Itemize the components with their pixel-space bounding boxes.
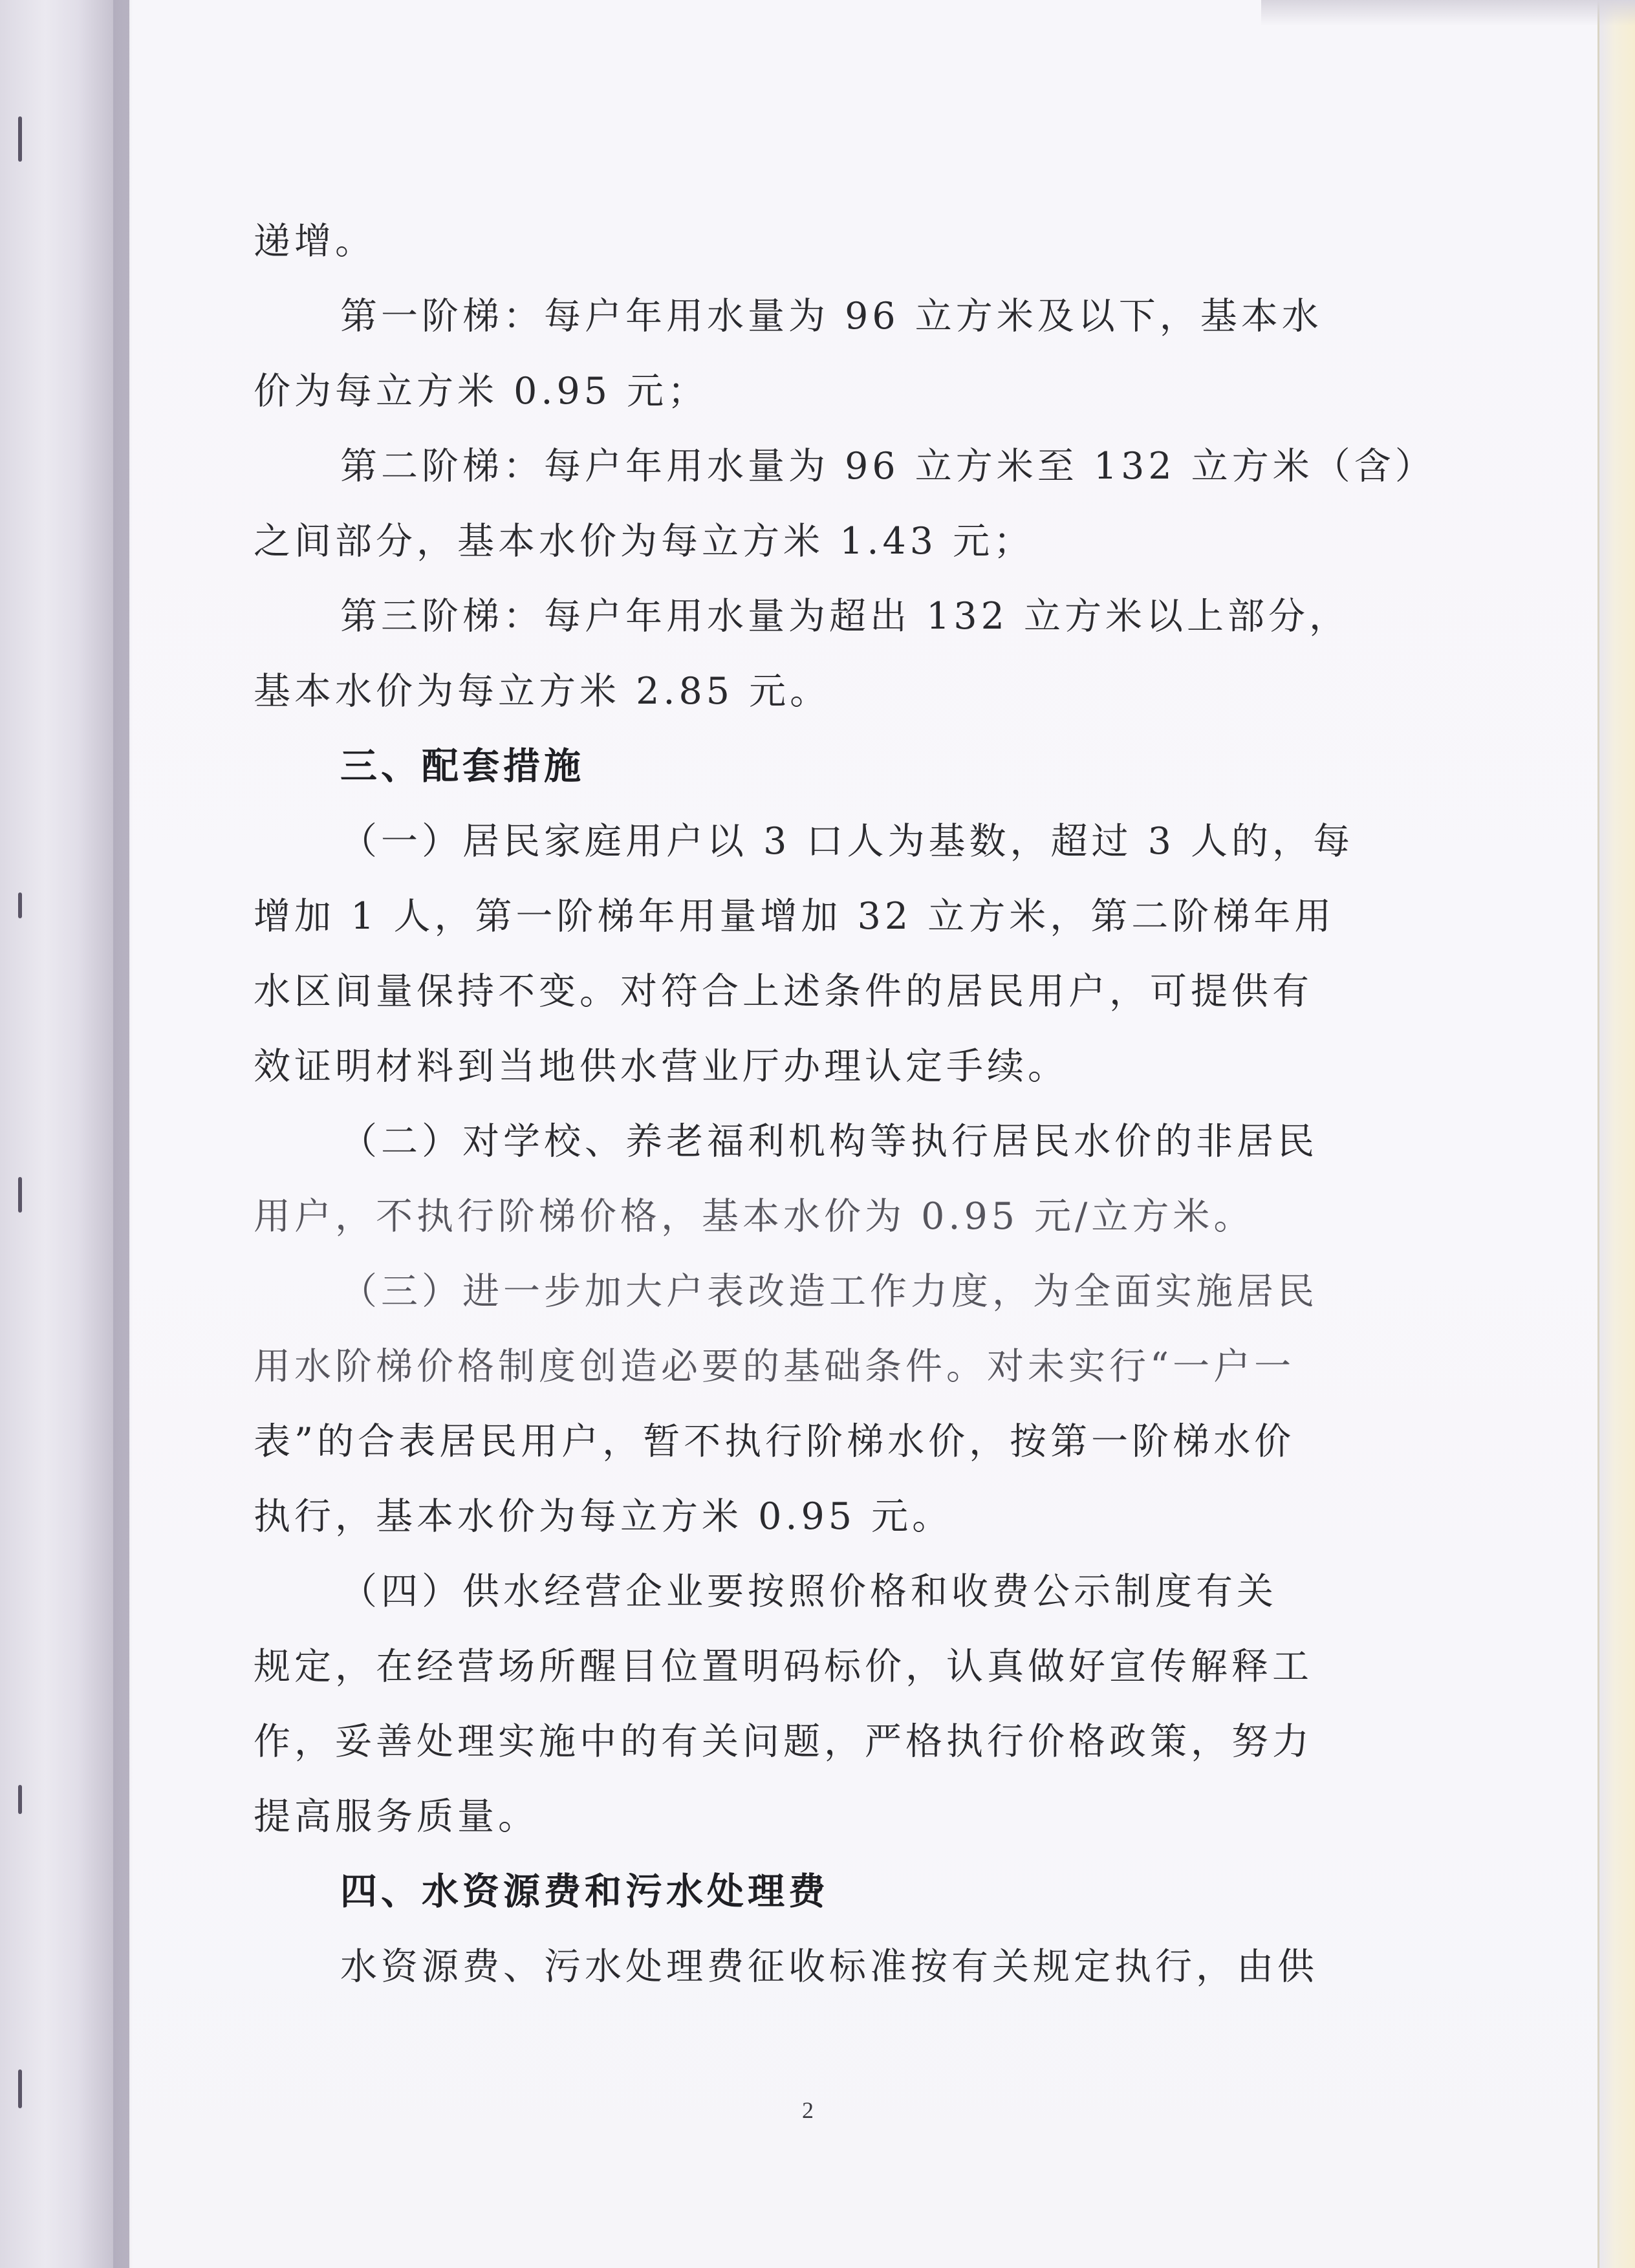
paragraph-line: 增加 1 人，第一阶梯年用量增加 32 立方米，第二阶梯年用 xyxy=(254,895,1336,938)
page-number: 2 xyxy=(802,2097,814,2123)
paragraph-line: 规定，在经营场所醒目位置明码标价，认真做好宣传解释工 xyxy=(254,1645,1313,1688)
right-page-edge xyxy=(1597,0,1635,2268)
binding-mark xyxy=(18,116,22,162)
paragraph-line: （四）供水经营企业要按照价格和收费公示制度有关 xyxy=(340,1570,1277,1613)
paragraph-line: 执行，基本水价为每立方米 0.95 元。 xyxy=(254,1495,953,1538)
paragraph-line: 递增。 xyxy=(254,220,376,263)
paragraph-line: 水区间量保持不变。对符合上述条件的居民用户，可提供有 xyxy=(254,970,1313,1013)
binding-mark xyxy=(18,892,22,918)
paragraph-line: 基本水价为每立方米 2.85 元。 xyxy=(254,670,831,713)
paragraph-line: 提高服务质量。 xyxy=(254,1795,539,1838)
paragraph-line: 第一阶梯：每户年用水量为 96 立方米及以下，基本水 xyxy=(340,295,1323,338)
paragraph-line: 用水阶梯价格制度创造必要的基础条件。对未实行“一户一 xyxy=(254,1345,1295,1388)
paragraph-line: 效证明材料到当地供水营业厅办理认定手续。 xyxy=(254,1045,1068,1088)
paragraph-line: 价为每立方米 0.95 元； xyxy=(254,370,709,413)
paragraph-line: （三）进一步加大户表改造工作力度，为全面实施居民 xyxy=(340,1270,1318,1313)
paragraph-line: 用户，不执行阶梯价格，基本水价为 0.95 元/立方米。 xyxy=(254,1195,1255,1238)
paragraph-line: 之间部分，基本水价为每立方米 1.43 元； xyxy=(254,520,1035,563)
paragraph-line: 水资源费、污水处理费征收标准按有关规定执行，由供 xyxy=(340,1945,1318,1988)
paragraph-line: 第三阶梯：每户年用水量为超出 132 立方米以上部分， xyxy=(340,595,1350,638)
paragraph-line: 第二阶梯：每户年用水量为 96 立方米至 132 立方米（含） xyxy=(340,445,1436,488)
binding-mark xyxy=(18,1785,22,1814)
paragraph-line: （一）居民家庭用户以 3 口人为基数，超过 3 人的，每 xyxy=(340,820,1354,863)
page-fold-shadow xyxy=(113,0,133,2268)
paragraph-line: 表”的合表居民用户，暂不执行阶梯水价，按第一阶梯水价 xyxy=(254,1420,1295,1463)
top-edge-shadow xyxy=(1261,0,1635,26)
document-body xyxy=(254,204,1436,2004)
section-heading: 三、配套措施 xyxy=(340,745,585,788)
left-binding-edge xyxy=(0,0,129,2268)
binding-mark xyxy=(18,2069,22,2108)
section-heading: 四、水资源费和污水处理费 xyxy=(340,1870,829,1913)
paragraph-line: （二）对学校、养老福利机构等执行居民水价的非居民 xyxy=(340,1120,1318,1163)
paragraph-line: 作，妥善处理实施中的有关问题，严格执行价格政策，努力 xyxy=(254,1720,1313,1763)
binding-mark xyxy=(18,1177,22,1213)
